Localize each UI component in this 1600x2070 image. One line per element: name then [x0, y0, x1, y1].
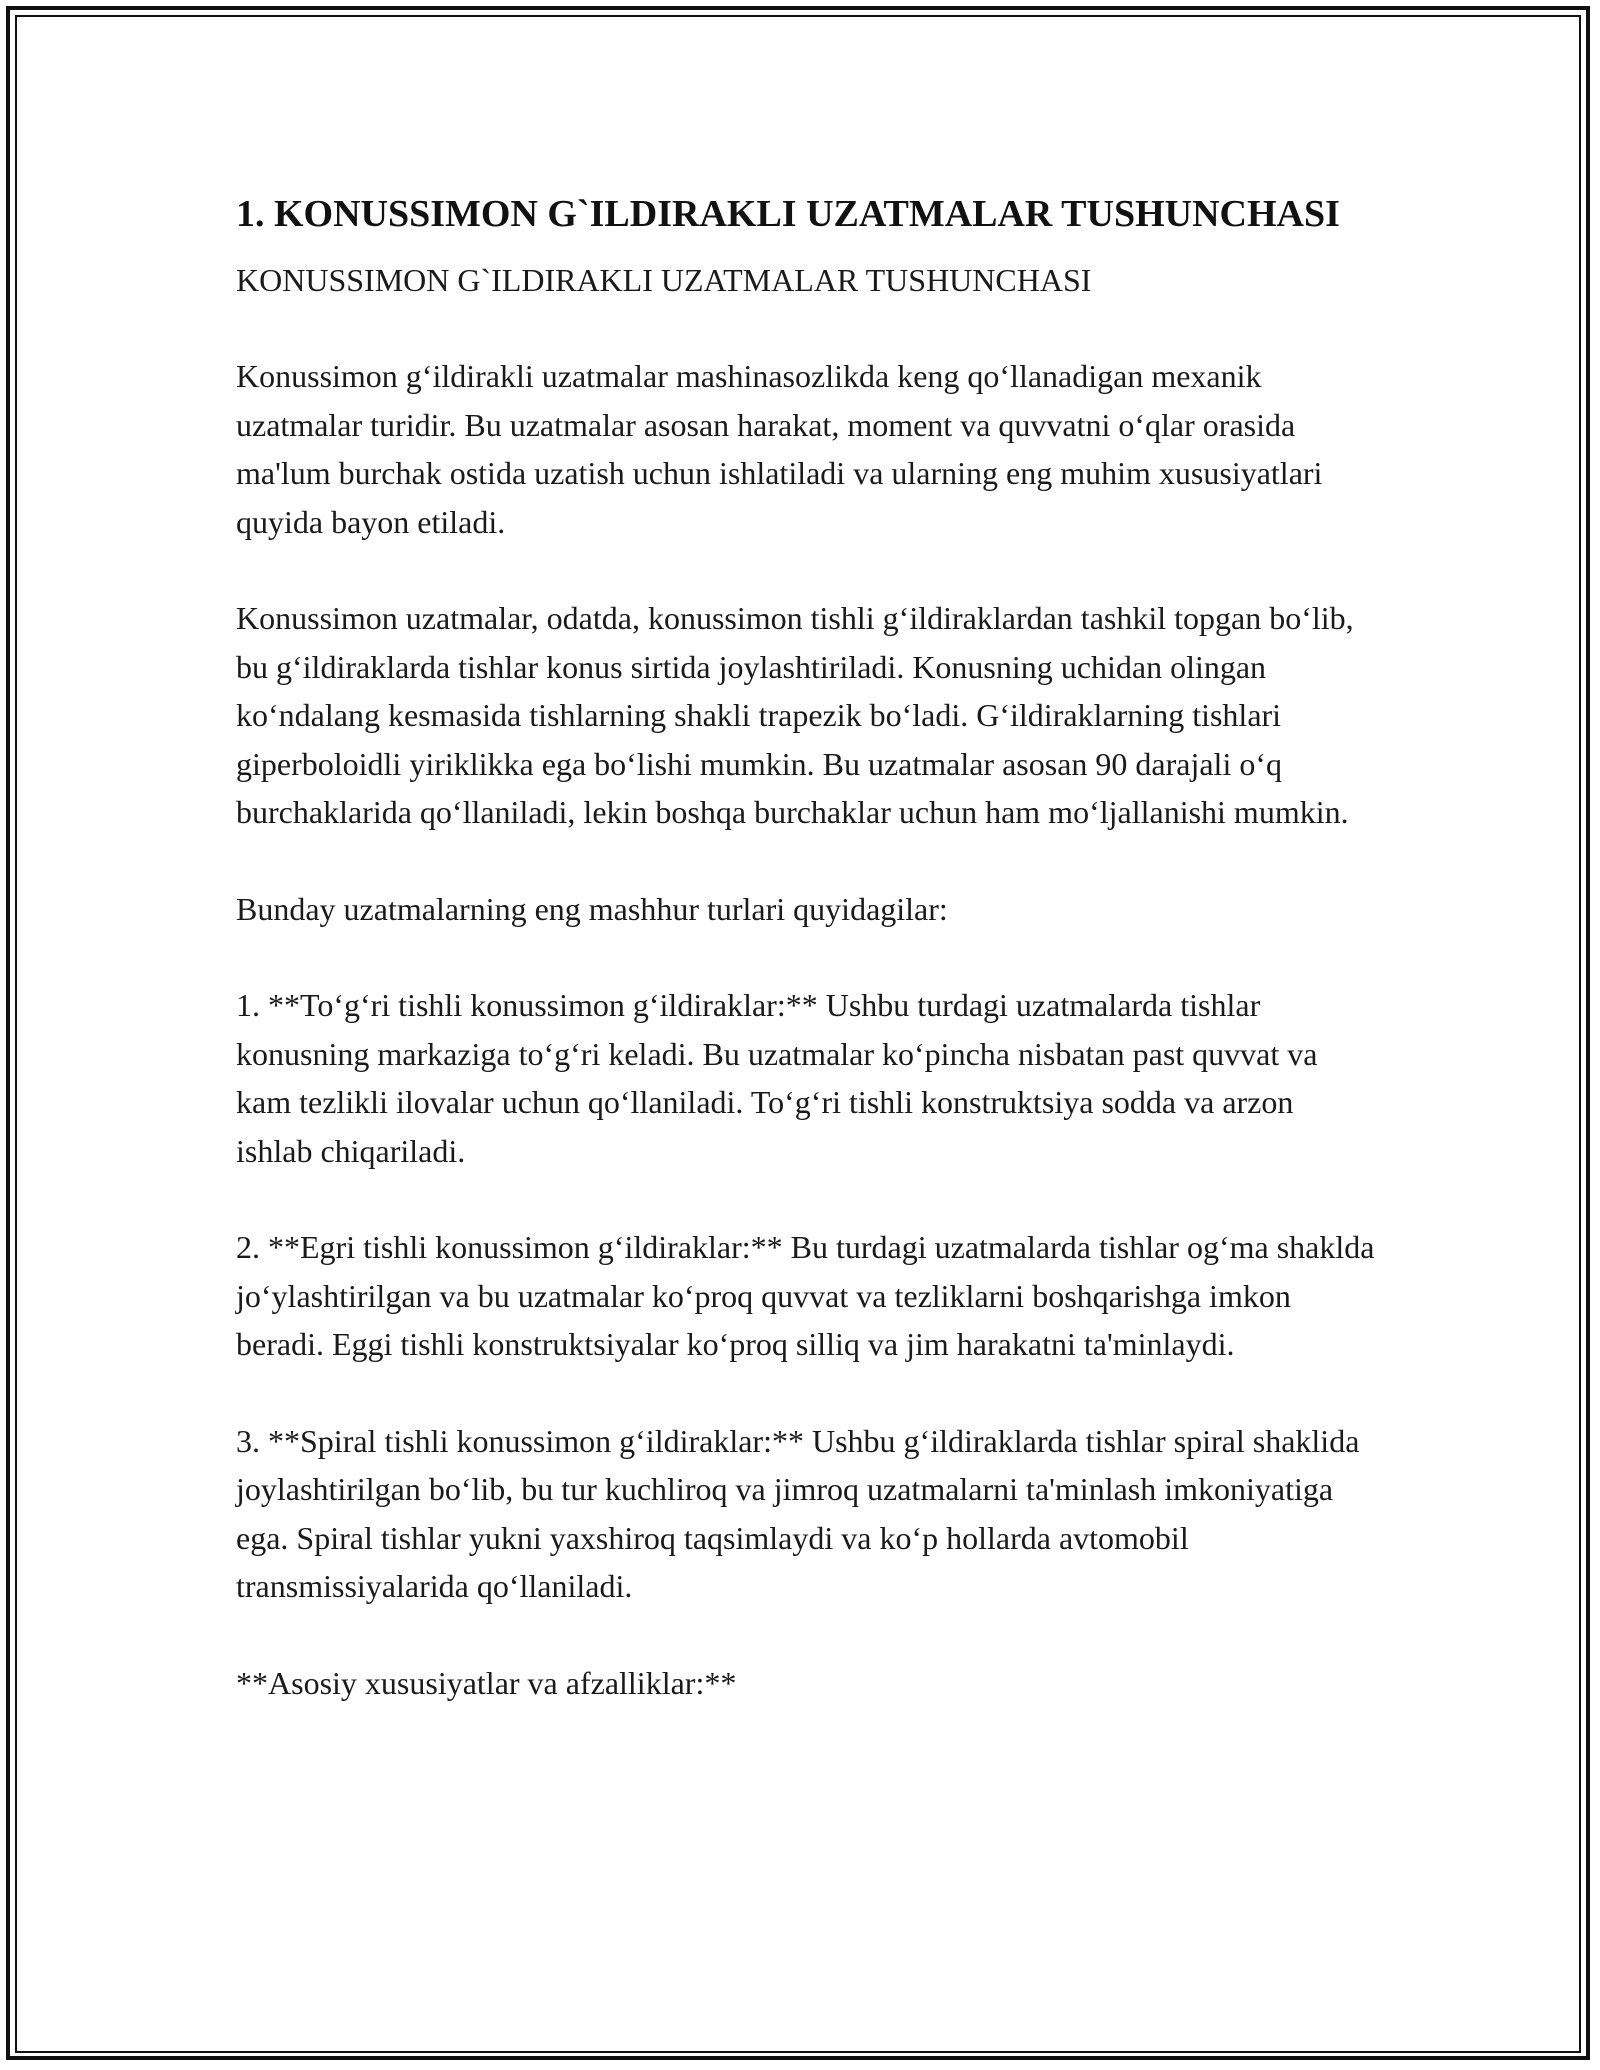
document-body: [236, 186, 1376, 1707]
section-heading-features: **Asosiy xususiyatlar va afzalliklar:**: [236, 1664, 737, 1701]
list-item-spiral-teeth: 3. **Spiral tishli konussimon g‘ildiraklar:** Ushbu g‘ildiraklarda tishlar spiral shaklida joylashtirilgan bo‘lib, bu tur kuchliroq va jimroq uzatmalarni ta'minlash imkoniyatiga ega. Spiral tishlar yukni yaxshiroq taqsimlaydi va ko‘p hollarda avtomobil transmissiyalarida qo‘llaniladi.: [236, 1422, 1360, 1604]
paragraph-description: Konussimon uzatmalar, odatda, konussimon tishli g‘ildiraklardan tashkil topgan bo‘lib, bu g‘ildiraklarda tishlar konus sirtida joylashtiriladi. Konusning uchidan olingan ko‘ndalang kesmasida tishlarning shakli trapezik bo‘ladi. G‘ildiraklarning tishlari giperboloidli yiriklikka ega bo‘lishi mumkin. Bu uzatmalar asosan 90 darajali o‘q burchaklarida qo‘llaniladi, lekin boshqa burchaklar uchun ham mo‘ljallanishi mumkin.: [236, 600, 1354, 830]
page-heading: 1. KONUSSIMON G`ILDIRAKLI UZATMALAR TUSHUNCHASI: [236, 193, 1340, 235]
page-subtitle: KONUSSIMON G`ILDIRAKLI UZATMALAR TUSHUNCHASI: [236, 262, 1092, 298]
paragraph-intro: Konussimon g‘ildirakli uzatmalar mashinasozlikda keng qo‘llanadigan mexanik uzatmalar turidir. Bu uzatmalar asosan harakat, moment va quvvatni o‘qlar orasida ma'lum burchak ostida uzatish uchun ishlatiladi va ularning eng muhim xususiyatlari quyida bayon etiladi.: [236, 358, 1323, 540]
list-item-curved-teeth: 2. **Egri tishli konussimon g‘ildiraklar:** Bu turdagi uzatmalarda tishlar og‘ma shaklda jo‘ylashtirilgan va bu uzatmalar ko‘proq quvvat va tezliklarni boshqarishga imkon beradi. Eggi tishli konstruktsiyalar ko‘proq silliq va jim harakatni ta'minlaydi.: [236, 1229, 1375, 1362]
list-item-straight-teeth: 1. **To‘g‘ri tishli konussimon g‘ildiraklar:** Ushbu turdagi uzatmalarda tishlar konusning markaziga to‘g‘ri keladi. Bu uzatmalar ko‘pincha nisbatan past quvvat va kam tezlikli ilovalar uchun qo‘llaniladi. To‘g‘ri tishli konstruktsiya sodda va arzon ishlab chiqariladi.: [236, 987, 1318, 1169]
paragraph-types-intro: Bunday uzatmalarning eng mashhur turlari quyidagilar:: [236, 890, 948, 927]
